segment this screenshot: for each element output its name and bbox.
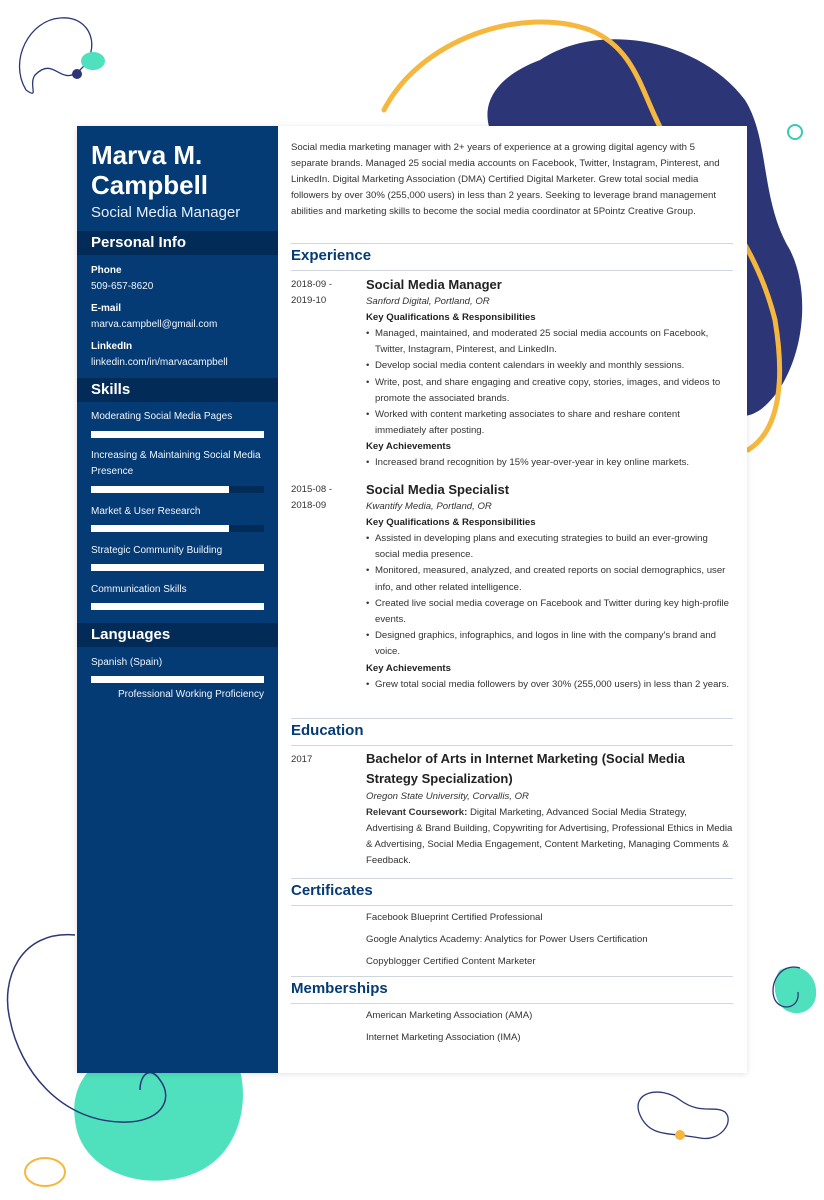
education-heading: Education [291,722,733,746]
skill-name: Communication Skills [91,584,187,595]
divider [291,976,733,977]
candidate-title: Social Media Manager [91,204,241,221]
resume-page [77,126,747,1073]
experience-heading: Experience [291,247,733,271]
teal-ring-right [788,125,802,139]
mint-blob-bottom-left [74,1070,243,1181]
candidate-name: Marva M. Campbell [91,140,209,200]
achievements-list [366,455,733,471]
skill-bar [91,431,264,438]
languages-heading: Languages [77,623,278,647]
responsibilities-heading: Key Qualifications & Responsibilities [366,517,536,528]
list-item: • Increased brand recognition by 15% year-over-year in key online markets. [366,455,733,471]
list-item: • Develop social media content calendars in weekly and monthly sessions. [366,358,733,374]
phone-value: 509-657-8620 [91,281,154,292]
email-value: marva.campbell@gmail.com [91,319,218,330]
linkedin-value: linkedin.com/in/marvacampbell [91,357,228,368]
achievements-heading: Key Achievements [366,662,451,674]
achievements-list [366,677,733,693]
job-entry [366,276,733,472]
linkedin-label: LinkedIn [91,341,133,352]
responsibilities-list [366,531,733,661]
certificate-item: Google Analytics Academy: Analytics for Power Users Certification [366,934,648,945]
language-bar-fill [91,676,264,683]
divider [291,243,733,244]
education-entry [366,749,733,869]
certificates-heading: Certificates [291,882,733,906]
list-item: • Assisted in developing plans and executing strategies to build an ever-growing social media presence. [366,531,733,563]
skill-name: Strategic Community Building [91,545,223,556]
personal-info-heading: Personal Info [77,231,278,255]
coursework-text: Digital Marketing, Advanced Social Media Strategy, Advertising & Brand Building, Copywriting for Advertising, Professional Ethics in Media & Advertising, Social Media Engagement, Content Marketing, Managing Comments & Feedback. [366,807,733,866]
language-bar [91,676,264,683]
skill-name: Moderating Social Media Pages [91,411,233,422]
education-year: 2017 [291,754,313,765]
skill-bar [91,486,264,493]
responsibilities-list [366,326,733,439]
certificate-item: Facebook Blueprint Certified Professional [366,912,543,923]
skill-bar [91,525,264,532]
job-title: Social Media Manager [366,277,502,292]
dark-loop-line-top [20,18,92,93]
membership-item: Internet Marketing Association (IMA) [366,1032,521,1043]
orange-dot-bottom-right [675,1130,685,1140]
job-date-start: 2015-08 - [291,484,333,495]
sidebar [77,126,278,1073]
memberships-heading: Memberships [291,980,733,1004]
achievements-heading: Key Achievements [366,441,451,453]
list-item: • Worked with content marketing associates to share and reshare content immediately after posting. [366,407,733,439]
language-level: Professional Working Proficiency [118,689,264,700]
membership-item: American Marketing Association (AMA) [366,1010,533,1021]
skill-name: Increasing & Maintaining Social Media Presence [91,450,261,477]
skill-bar [91,603,264,610]
coursework [366,805,733,869]
responsibilities-heading: Key Qualifications & Responsibilities [366,312,536,323]
orange-ring-bottom [25,1158,65,1186]
job-company: Kwantify Media, Portland, OR [366,501,492,512]
email-label: E-mail [91,303,122,314]
navy-dot-top [72,69,82,79]
skill-name: Market & User Research [91,506,201,517]
certificate-item: Copyblogger Certified Content Marketer [366,956,536,967]
skill-bar-fill [91,431,264,438]
skill-bar [91,564,264,571]
list-item: • Monitored, measured, analyzed, and created reports on social demographics, user info, and other related intelligence. [366,563,733,595]
summary: Social media marketing manager with 2+ years of experience at a growing digital agency with 5 separate brands. Managed 25 social media accounts on Facebook, Twitter, Instagram, Pinterest, and LinkedIn. Digital Marketing Association (DMA) Certified Digital Marketer. Grew total social media followers by over 30% (255,000 users) in less than 2 years. Seeking to leverage brand management abilities and marketing skills to become the social media coordinator at 5Pointz Creative Group. [291,142,720,217]
school-name: Oregon State University, Corvallis, OR [366,791,529,802]
job-date-end: 2018-09 [291,500,327,511]
divider [291,878,733,879]
job-company: Sanford Digital, Portland, OR [366,296,490,307]
skill-bar-fill [91,486,229,493]
divider [291,718,733,719]
skills-heading: Skills [77,378,278,402]
mint-dot-top [81,52,105,70]
list-item: • Managed, maintained, and moderated 25 social media accounts on Facebook, Twitter, Instagram, Pinterest, and LinkedIn. [366,326,733,358]
skill-bar-fill [91,525,229,532]
language-name: Spanish (Spain) [91,657,163,668]
list-item: • Grew total social media followers by over 30% (255,000 users) in less than 2 years. [366,677,733,693]
list-item: • Designed graphics, infographics, and logos in line with the company's brand and voice. [366,628,733,660]
job-date-start: 2018-09 - [291,279,333,290]
phone-label: Phone [91,265,122,276]
degree-title: Bachelor of Arts in Internet Marketing (Social Media Strategy Specialization) [366,751,685,786]
skill-bar-fill [91,564,264,571]
skill-bar-fill [91,603,264,610]
job-date-end: 2019-10 [291,295,327,306]
coursework-label: Relevant Coursework: [366,807,468,818]
job-entry [366,481,733,693]
job-title: Social Media Specialist [366,482,510,497]
list-item: • Created live social media coverage on Facebook and Twitter during key high-profile events. [366,596,733,628]
list-item: • Write, post, and share engaging and creative copy, stories, images, and videos to promote the associated brands. [366,375,733,407]
